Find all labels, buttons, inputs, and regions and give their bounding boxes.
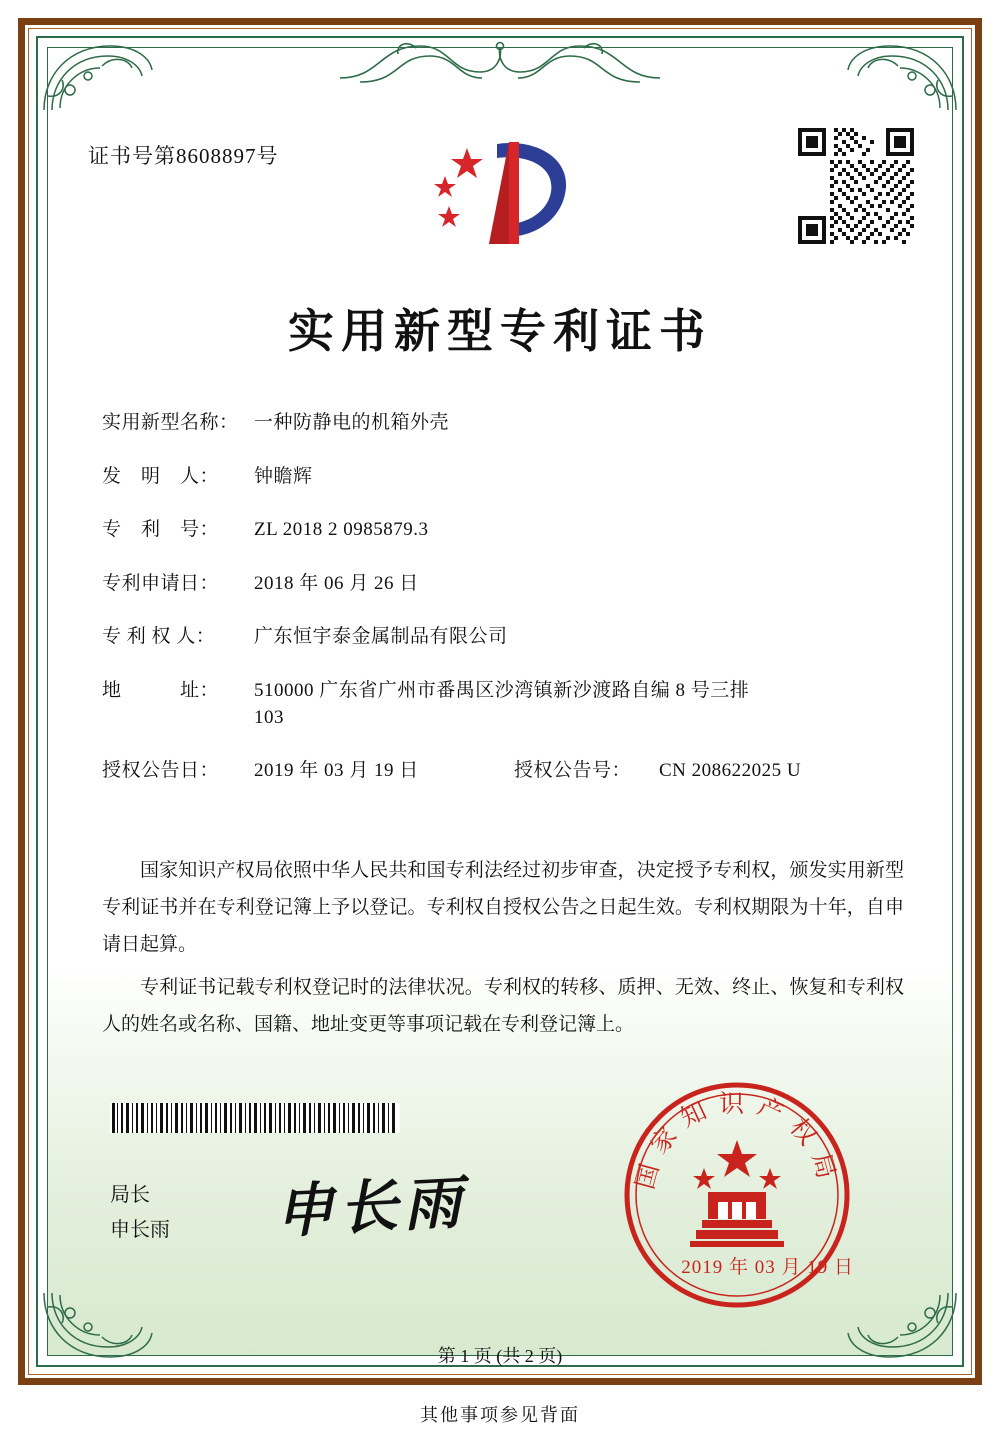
field-row-address: [102, 678, 910, 731]
svg-text:国家知识产权局: 国家知识产权局: [629, 1089, 845, 1193]
signature-labels: [110, 1178, 170, 1248]
field-label-grant-number: 授权公告号：: [514, 760, 632, 782]
page-number: 第 1 页 (共 2 页): [437, 1346, 563, 1366]
field-label: 专 利 权 人：: [102, 626, 216, 648]
field-value-line2: 103: [254, 706, 284, 728]
page-title: 实用新型专利证书: [288, 304, 712, 358]
barcode-image: [110, 1103, 400, 1133]
director-name: 申长雨: [110, 1219, 170, 1241]
field-value: 2018 年 06 月 26 日: [254, 572, 419, 594]
field-value: ZL 2018 2 0985879.3: [254, 519, 429, 541]
field-row-patentee: [102, 624, 910, 651]
field-value: 510000 广东省广州市番禺区沙湾镇新沙渡路自编 8 号三排: [254, 679, 750, 701]
field-row-application-date: [102, 571, 910, 598]
qr-code-image: [798, 128, 914, 244]
paragraph-2: 专利证书记载专利权登记时的法律状况。专利权的转移、质押、无效、终止、恢复和专利权人的姓名或名称、国籍、地址变更等事项记载在专利登记簿上。: [102, 977, 904, 1036]
field-row-patent-number: [102, 517, 910, 544]
certificate-number: 证书号第8608897号: [88, 144, 279, 168]
field-label: 专 利 号：: [102, 519, 220, 541]
field-list: [102, 410, 910, 812]
field-label: 发 明 人：: [102, 465, 220, 487]
certificate-content: [60, 60, 940, 1366]
seal-date: 2019 年 03 月 19 日: [681, 1257, 854, 1278]
field-row-name: [102, 410, 910, 437]
field-value: 一种防静电的机箱外壳: [254, 412, 450, 433]
field-row-inventor: [102, 464, 910, 491]
handwritten-signature: 申长雨: [273, 1168, 469, 1246]
field-value: 钟瞻辉: [254, 465, 313, 487]
legal-text: [102, 852, 904, 1049]
cnipa-logo-icon: [405, 132, 595, 257]
paragraph-1: 国家知识产权局依照中华人民共和国专利法经过初步审查，决定授予专利权，颁发实用新型专利证书并在专利登记簿上予以登记。专利权自授权公告之日起生效。专利权期限为十年，自申请日起算。: [102, 860, 904, 956]
footer-note: 其他事项参见背面: [420, 1405, 580, 1425]
field-value-grant-date: 2019 年 03 月 19 日: [254, 760, 419, 782]
field-value-grant-number: CN 208622025 U: [659, 760, 802, 782]
field-label-grant-date: 授权公告日：: [102, 760, 220, 782]
field-value: 广东恒宇泰金属制品有限公司: [254, 626, 508, 648]
field-label: 专利申请日：: [102, 572, 220, 594]
field-label: 地 址：: [102, 679, 220, 701]
director-title: 局长: [110, 1184, 150, 1206]
field-label: 实用新型名称：: [102, 412, 239, 433]
field-row-grant: [102, 758, 910, 785]
